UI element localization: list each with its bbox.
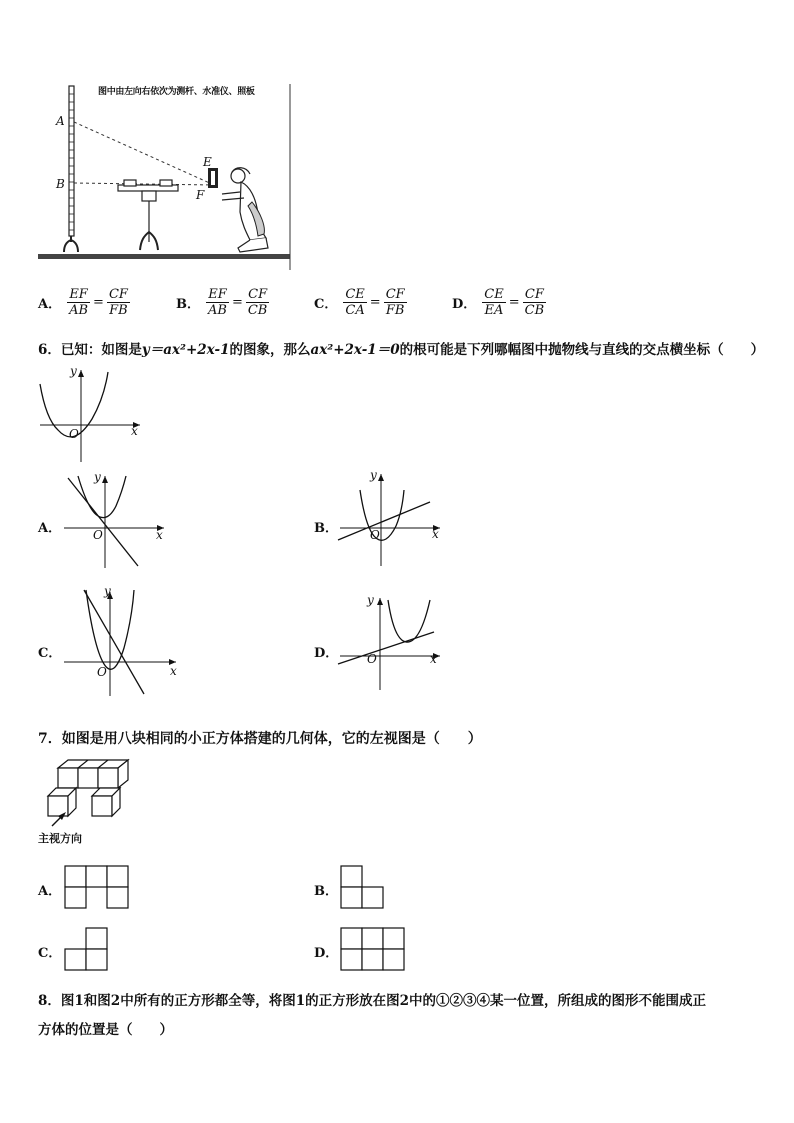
- axis-label-o: O: [69, 427, 79, 441]
- point-label-a: A: [56, 114, 65, 128]
- fraction-rhs: $\frac{CF}{CB}$: [247, 287, 268, 318]
- q6-option-b-graph[interactable]: [336, 468, 446, 568]
- q6-stem: 6．已知：如图是y＝ax²+2x-1的图象，那么ax²+2x-1＝0的根可能是下列哪幅图中抛物线与直线的交点横坐标（ ）: [38, 342, 765, 358]
- fraction-lhs: $\frac{CE}{EA}$: [484, 287, 504, 318]
- q7-stem: 7．如图是用八块相同的小正方体搭建的几何体，它的左视图是（ ）: [38, 731, 482, 747]
- q5-option-a[interactable]: A． $\frac{EF}{AB}$ = $\frac{CF}{FB}$: [38, 287, 128, 318]
- axis-label-y: y: [367, 593, 374, 607]
- q7-option-b-letter[interactable]: B．: [314, 884, 338, 899]
- point-label-b: B: [56, 177, 65, 191]
- option-letter: C．: [314, 297, 338, 312]
- axis-label-o: O: [97, 665, 107, 679]
- q7-view-direction-caption: 主视方向: [38, 832, 82, 845]
- axis-label-y: y: [94, 470, 101, 484]
- q7-option-a-view[interactable]: [64, 865, 132, 915]
- fraction-rhs: $\frac{CF}{FB}$: [108, 287, 128, 318]
- option-letter: B．: [176, 297, 200, 312]
- axis-label-o: O: [93, 528, 103, 542]
- q6-option-d-letter[interactable]: D．: [314, 646, 339, 661]
- q6-option-c-graph[interactable]: [60, 584, 184, 698]
- q5-option-d[interactable]: D． $\frac{CE}{EA}$ = $\frac{CF}{CB}$: [452, 287, 545, 318]
- option-letter: A．: [38, 297, 62, 312]
- q5-figure: [36, 82, 292, 272]
- q7-option-d-view[interactable]: [340, 927, 410, 977]
- axis-label-y: y: [104, 584, 111, 598]
- fraction-lhs: $\frac{EF}{AB}$: [69, 287, 89, 318]
- q7-option-c-letter[interactable]: C．: [38, 946, 62, 961]
- axis-label-x: x: [156, 528, 163, 542]
- q7-option-b-view[interactable]: [340, 865, 388, 915]
- q8-stem-line2: 方体的位置是（ ）: [38, 1022, 173, 1038]
- axis-label-o: O: [367, 652, 377, 666]
- q6-option-b-letter[interactable]: B．: [314, 521, 338, 536]
- surveying-illustration: [36, 82, 292, 272]
- q7-solid-figure: [38, 758, 138, 848]
- axis-label-y: y: [370, 468, 377, 482]
- fraction-rhs: $\frac{CF}{CB}$: [524, 287, 545, 318]
- q8-stem-line1: 8．图1和图2中所有的正方形都全等，将图1的正方形放在图2中的①②③④某一位置，所组成的图形不能围成正: [38, 993, 706, 1009]
- fraction-lhs: $\frac{EF}{AB}$: [208, 287, 227, 318]
- q7-option-a-letter[interactable]: A．: [38, 884, 62, 899]
- point-label-f: F: [196, 188, 205, 202]
- point-label-e: E: [203, 155, 212, 169]
- axis-label-x: x: [432, 527, 439, 541]
- q6-option-d-graph[interactable]: [336, 592, 446, 692]
- axis-label-o: O: [370, 528, 380, 542]
- fraction-lhs: $\frac{CE}{CA}$: [345, 287, 365, 318]
- q5-option-b[interactable]: B． $\frac{EF}{AB}$ = $\frac{CF}{CB}$: [176, 287, 268, 318]
- q7-option-d-letter[interactable]: D．: [314, 946, 339, 961]
- measuring-rod: [69, 86, 74, 236]
- q7-option-c-view[interactable]: [64, 927, 112, 977]
- level-instrument: [118, 180, 178, 250]
- option-letter: D．: [452, 297, 477, 312]
- ground-line: [38, 254, 290, 259]
- q6-option-c-letter[interactable]: C．: [38, 646, 62, 661]
- q6-option-a-graph[interactable]: [60, 470, 170, 570]
- q5-option-c[interactable]: C． $\frac{CE}{CA}$ = $\frac{CF}{FB}$: [314, 287, 405, 318]
- axis-label-x: x: [430, 652, 437, 666]
- fraction-rhs: $\frac{CF}{FB}$: [385, 287, 405, 318]
- q5-figure-caption: 图中由左向右依次为测杆、水准仪、照板: [98, 87, 255, 97]
- q6-given-graph: [36, 364, 146, 464]
- axis-label-y: y: [70, 364, 77, 378]
- person-figure: [222, 168, 268, 252]
- q6-option-a-letter[interactable]: A．: [38, 521, 62, 536]
- axis-label-x: x: [170, 664, 177, 678]
- axis-label-x: x: [131, 424, 138, 438]
